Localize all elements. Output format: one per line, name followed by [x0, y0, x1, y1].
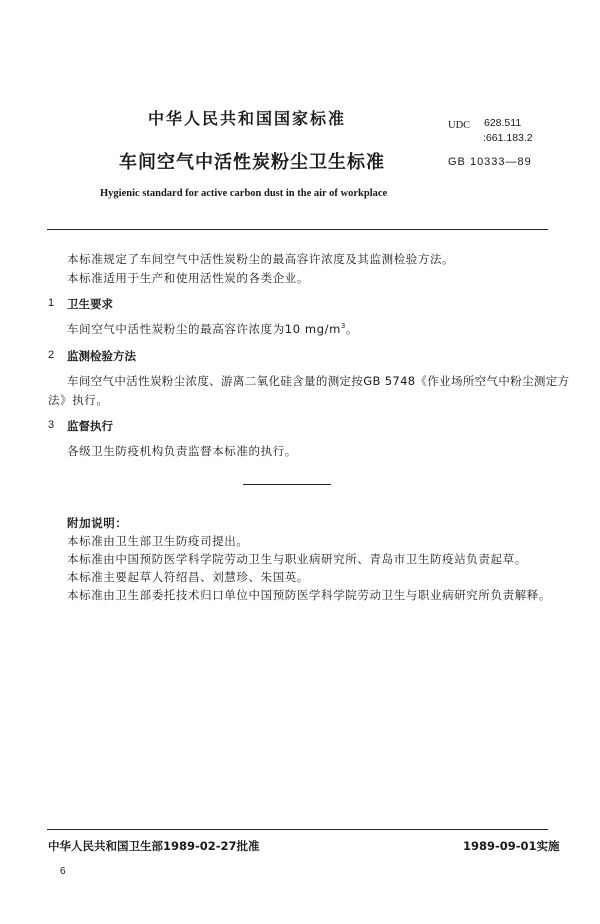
- section-3-number: 3: [48, 419, 55, 431]
- notes-title: 附加说明：: [67, 516, 128, 530]
- section-end-divider: [243, 484, 331, 485]
- gb-standard-number: GB 10333—89: [448, 156, 532, 168]
- effective-date: 1989-09-01实施: [463, 839, 560, 853]
- section-3-text: 各级卫生防疫机构负责监督本标准的执行。: [67, 444, 297, 458]
- notes-line-2: 本标准由中国预防医学科学院劳动卫生与职业病研究所、青岛市卫生防疫站负责起草。: [67, 552, 527, 566]
- notes-line-4: 本标准由卫生部委托技术归口单位中国预防医学科学院劳动卫生与职业病研究所负责解释。: [67, 588, 551, 602]
- udc-label: UDC: [448, 120, 471, 131]
- section-3-title: 监督执行: [67, 419, 113, 433]
- section-2-line-2: 法》执行。: [48, 393, 109, 407]
- page-number: 6: [60, 866, 66, 877]
- udc-code-line-1: 628.511: [484, 117, 522, 129]
- section-1-number: 1: [48, 297, 55, 309]
- approval-statement: 中华人民共和国卫生部1989-02-27批准: [48, 839, 260, 853]
- intro-line-2: 本标准适用于生产和使用活性炭的各类企业。: [67, 271, 309, 285]
- national-standard-heading: 中华人民共和国国家标准: [148, 109, 347, 128]
- intro-line-1: 本标准规定了车间空气中活性炭粉尘的最高容许浓度及其监测检验方法。: [67, 252, 455, 266]
- section-1-text: 车间空气中活性炭粉尘的最高容许浓度为10 $mg/m^3$。: [67, 322, 359, 336]
- section-1-title: 卫生要求: [67, 297, 113, 311]
- notes-line-1: 本标准由卫生部卫生防疫司提出。: [67, 534, 249, 548]
- section-2-title: 监测检验方法: [67, 349, 136, 363]
- notes-line-3: 本标准主要起草人符绍昌、刘慧珍、朱国英。: [67, 570, 309, 584]
- standard-title-english: Hygienic standard for active carbon dust in the air of workplace: [100, 188, 388, 199]
- udc-code-line-2: :661.183.2: [483, 132, 533, 144]
- standard-title-chinese: 车间空气中活性炭粉尘卫生标准: [119, 152, 385, 173]
- footer-divider: [47, 829, 548, 830]
- section-2-number: 2: [48, 349, 55, 361]
- header-divider: [47, 229, 548, 230]
- section-2-line-1: 车间空气中活性炭粉尘浓度、游离二氧化硅含量的测定按GB 5748《作业场所空气中粉尘测定方: [67, 374, 570, 388]
